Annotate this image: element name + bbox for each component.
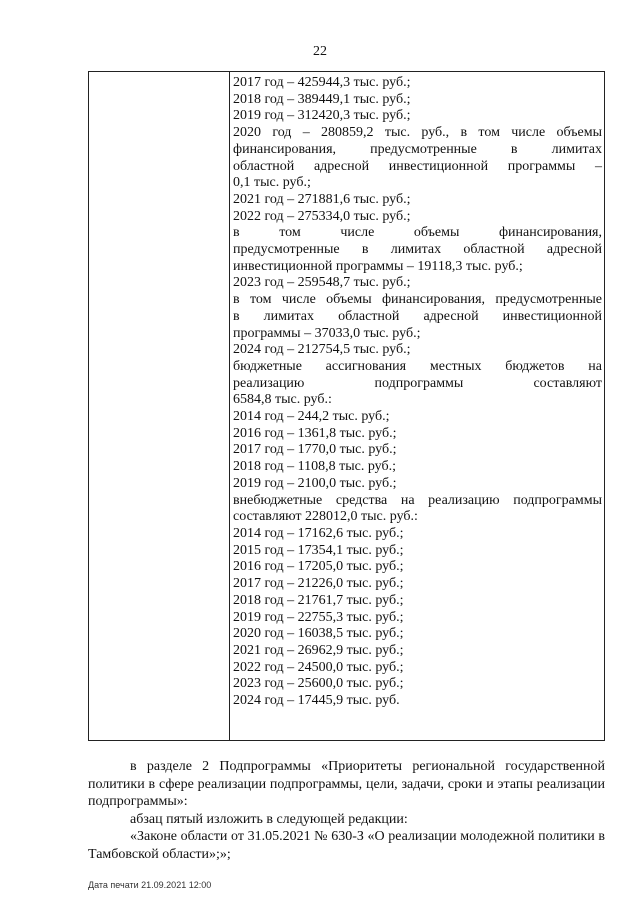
table-line: 2017 год – 21226,0 тыс. руб.; <box>233 576 404 592</box>
table-line: программы – 37033,0 тыс. руб.; <box>233 325 421 341</box>
table-line: 2019 год – 2100,0 тыс. руб.; <box>233 475 397 491</box>
table-line: в том числе объемы финансирования, предусмотренные <box>233 292 602 308</box>
body-text <box>88 758 605 863</box>
table-line: 2019 год – 312420,3 тыс. руб.; <box>233 108 411 124</box>
paragraph-abzac: абзац пятый изложить в следующей редакции: <box>130 811 408 827</box>
table-line: составляют 228012,0 тыс. руб.: <box>233 509 418 525</box>
table-right-cell <box>230 72 604 740</box>
table-line: 2024 год – 17445,9 тыс. руб. <box>233 693 400 709</box>
table-line: 2014 год – 17162,6 тыс. руб.; <box>233 525 404 541</box>
table-line: 6584,8 тыс. руб.: <box>233 392 332 408</box>
table-line: внебюджетные средства на реализацию подпрограммы <box>233 492 602 508</box>
table-line: реализацию подпрограммы составляют <box>233 375 602 391</box>
table-line: 2020 год – 16038,5 тыс. руб.; <box>233 626 404 642</box>
table-line: 2016 год – 17205,0 тыс. руб.; <box>233 559 404 575</box>
table-line: 2014 год – 244,2 тыс. руб.; <box>233 409 390 425</box>
table-line: 2018 год – 1108,8 тыс. руб.; <box>233 459 396 475</box>
table-left-cell <box>89 72 230 740</box>
paragraph-section-2: в разделе 2 Подпрограммы «Приоритеты региональной государственной политики в сфере реализации подпрограммы, цели, задачи, сроки и этапы реализации подпрограммы»: <box>88 759 605 809</box>
table-line: 2024 год – 212754,5 тыс. руб.; <box>233 342 411 358</box>
table-line: 2016 год – 1361,8 тыс. руб.; <box>233 425 397 441</box>
funding-table <box>88 71 605 741</box>
table-line: инвестиционной программы – 19118,3 тыс. руб.; <box>233 258 523 274</box>
table-line: бюджетные ассигнования местных бюджетов на <box>233 358 602 374</box>
table-line: 2023 год – 259548,7 тыс. руб.; <box>233 275 411 291</box>
paragraph-law-reference: «Законе области от 31.05.2021 № 630-З «О реализации молодежной политики в Тамбовской области»;»; <box>88 829 605 862</box>
table-line: 2020 год – 280859,2 тыс. руб., в том числе объемы <box>233 125 602 141</box>
table-line: 2022 год – 24500,0 тыс. руб.; <box>233 659 404 675</box>
table-line: предусмотренные в лимитах областной адресной <box>233 242 602 258</box>
table-line: в том числе объемы финансирования, <box>233 225 602 241</box>
table-line: 2021 год – 271881,6 тыс. руб.; <box>233 191 411 207</box>
table-line: 2019 год – 22755,3 тыс. руб.; <box>233 609 404 625</box>
table-line: областной адресной инвестиционной программы – <box>233 158 602 174</box>
page-number: 22 <box>313 44 327 59</box>
table-line: в лимитах областной адресной инвестиционной <box>233 308 602 324</box>
table-line: 2017 год – 425944,3 тыс. руб.; <box>233 75 411 90</box>
table-line: 2022 год – 275334,0 тыс. руб.; <box>233 208 411 224</box>
table-line: 0,1 тыс. руб.; <box>233 175 311 191</box>
print-date-footer: Дата печати 21.09.2021 12:00 <box>88 880 212 890</box>
table-line: 2017 год – 1770,0 тыс. руб.; <box>233 442 397 458</box>
table-line: 2023 год – 25600,0 тыс. руб.; <box>233 676 404 692</box>
table-line: 2015 год – 17354,1 тыс. руб.; <box>233 542 404 558</box>
table-line: 2021 год – 26962,9 тыс. руб.; <box>233 642 404 658</box>
table-line: 2018 год – 389449,1 тыс. руб.; <box>233 91 411 107</box>
table-line: финансирования, предусмотренные в лимитах <box>233 141 602 157</box>
table-line: 2018 год – 21761,7 тыс. руб.; <box>233 592 404 608</box>
